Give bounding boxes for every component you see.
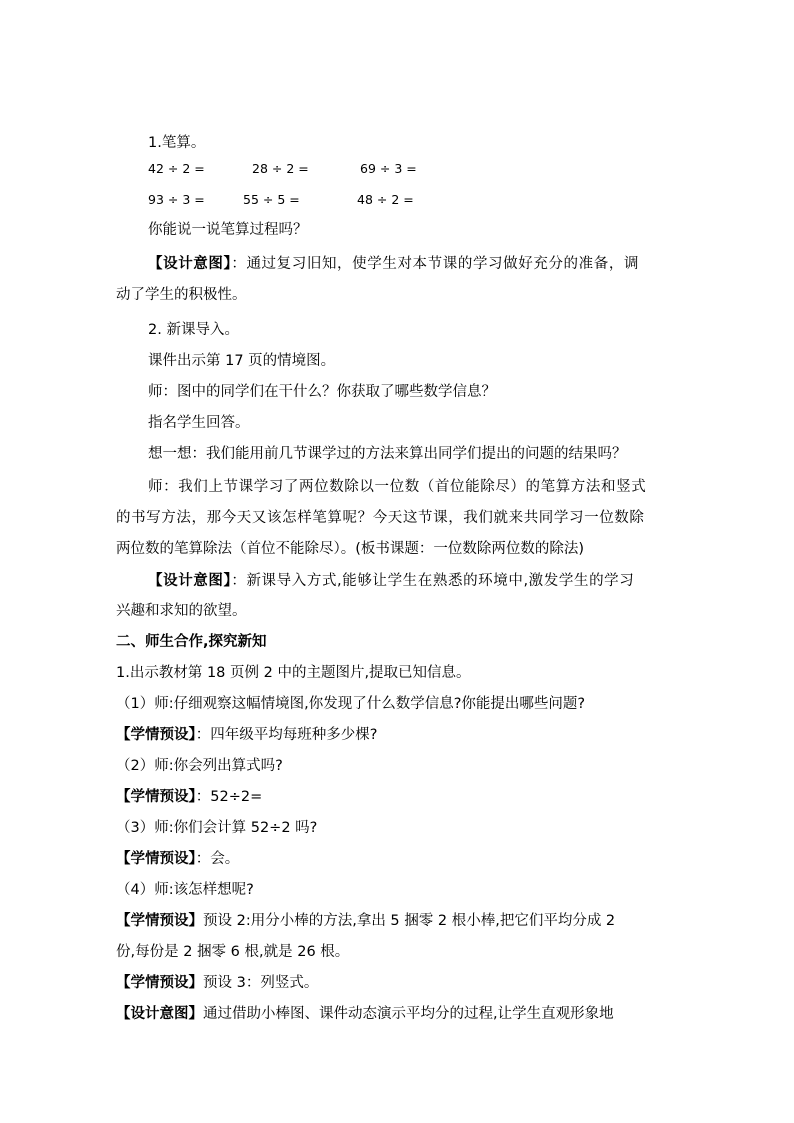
design-intent-continuation: 兴趣和求知的欲望。 [116,603,247,619]
calc-item: 69 ÷ 3 = [360,161,417,176]
preset-label: 【学情预设】 [116,789,196,805]
paragraph: 1.出示教材第 18 页例 2 中的主题图片,提取已知信息。 [116,665,471,681]
preset-text: ：四年级平均每班种多少棵? [195,727,378,743]
preset-answer [116,973,318,993]
design-intent-label: 【设计意图】 [148,256,232,272]
preset-answer [116,787,262,807]
paragraph: 两位数的笔算除法（首位不能除尽）。(板书课题：一位数除两位数的除法) [116,541,585,557]
design-intent-text: ：新课导入方式,能够让学生在熟悉的环境中,激发学生的学习 [231,573,635,589]
design-intent-paragraph [148,254,639,274]
paragraph: 的书写方法，那今天又该怎样笔算呢？今天这节课，我们就来共同学习一位数除 [116,510,645,526]
paragraph: 师：图中的同学们在干什么？你获取了哪些数学信息？ [148,384,496,400]
question: （4）师:该怎样想呢? [116,882,254,898]
design-intent-paragraph [148,571,634,591]
design-intent-continuation: 动了学生的积极性。 [116,287,247,303]
design-intent-label: 【设计意图】 [148,573,232,589]
part2-heading: 二、师生合作,探究新知 [116,634,267,650]
preset-continuation: 份,每份是 2 捆零 6 根,就是 26 根。 [116,944,350,960]
calc-item: 28 ÷ 2 = [252,161,309,176]
calc-item: 93 ÷ 3 = [148,192,205,207]
review-question: 你能说一说笔算过程吗？ [148,222,308,238]
paragraph: 指名学生回答。 [148,415,250,431]
design-intent-paragraph [116,1004,614,1024]
calc-item: 48 ÷ 2 = [357,192,414,207]
section1-heading: 1.笔算。 [148,135,206,151]
preset-text: ：52÷2= [195,789,263,805]
preset-answer [116,849,239,869]
preset-label: 【学情预设】 [116,851,196,867]
design-intent-text: 通过借助小棒图、课件动态演示平均分的过程,让学生直观形象地 [203,1006,614,1022]
preset-answer [116,725,377,745]
preset-text: 预设 3：列竖式。 [203,975,319,991]
paragraph: 师：我们上节课学习了两位数除以一位数（首位能除尽）的笔算方法和竖式 [148,479,647,495]
design-intent-label: 【设计意图】 [116,1006,203,1022]
preset-text: ：会。 [195,851,240,867]
paragraph: 想一想：我们能用前几节课学过的方法来算出同学们提出的问题的结果吗？ [148,446,627,462]
design-intent-text: ：通过复习旧知，使学生对本节课的学习做好充分的准备，调 [231,256,640,272]
preset-label: 【学情预设】 [116,913,203,929]
preset-text: 预设 2:用分小棒的方法,拿出 5 捆零 2 根小棒,把它们平均分成 2 [203,913,616,929]
preset-label: 【学情预设】 [116,975,203,991]
paragraph: 课件出示第 17 页的情境图。 [148,353,336,369]
calc-item: 42 ÷ 2 = [148,161,205,176]
calc-item: 55 ÷ 5 = [243,192,300,207]
question: （2）师:你会列出算式吗? [116,758,283,774]
preset-label: 【学情预设】 [116,727,196,743]
section2-heading: 2. 新课导入。 [148,322,239,338]
preset-answer [116,911,615,931]
question: （1）师:仔细观察这幅情境图,你发现了什么数学信息?你能提出哪些问题? [116,696,586,712]
question: （3）师:你们会计算 52÷2 吗? [116,820,318,836]
